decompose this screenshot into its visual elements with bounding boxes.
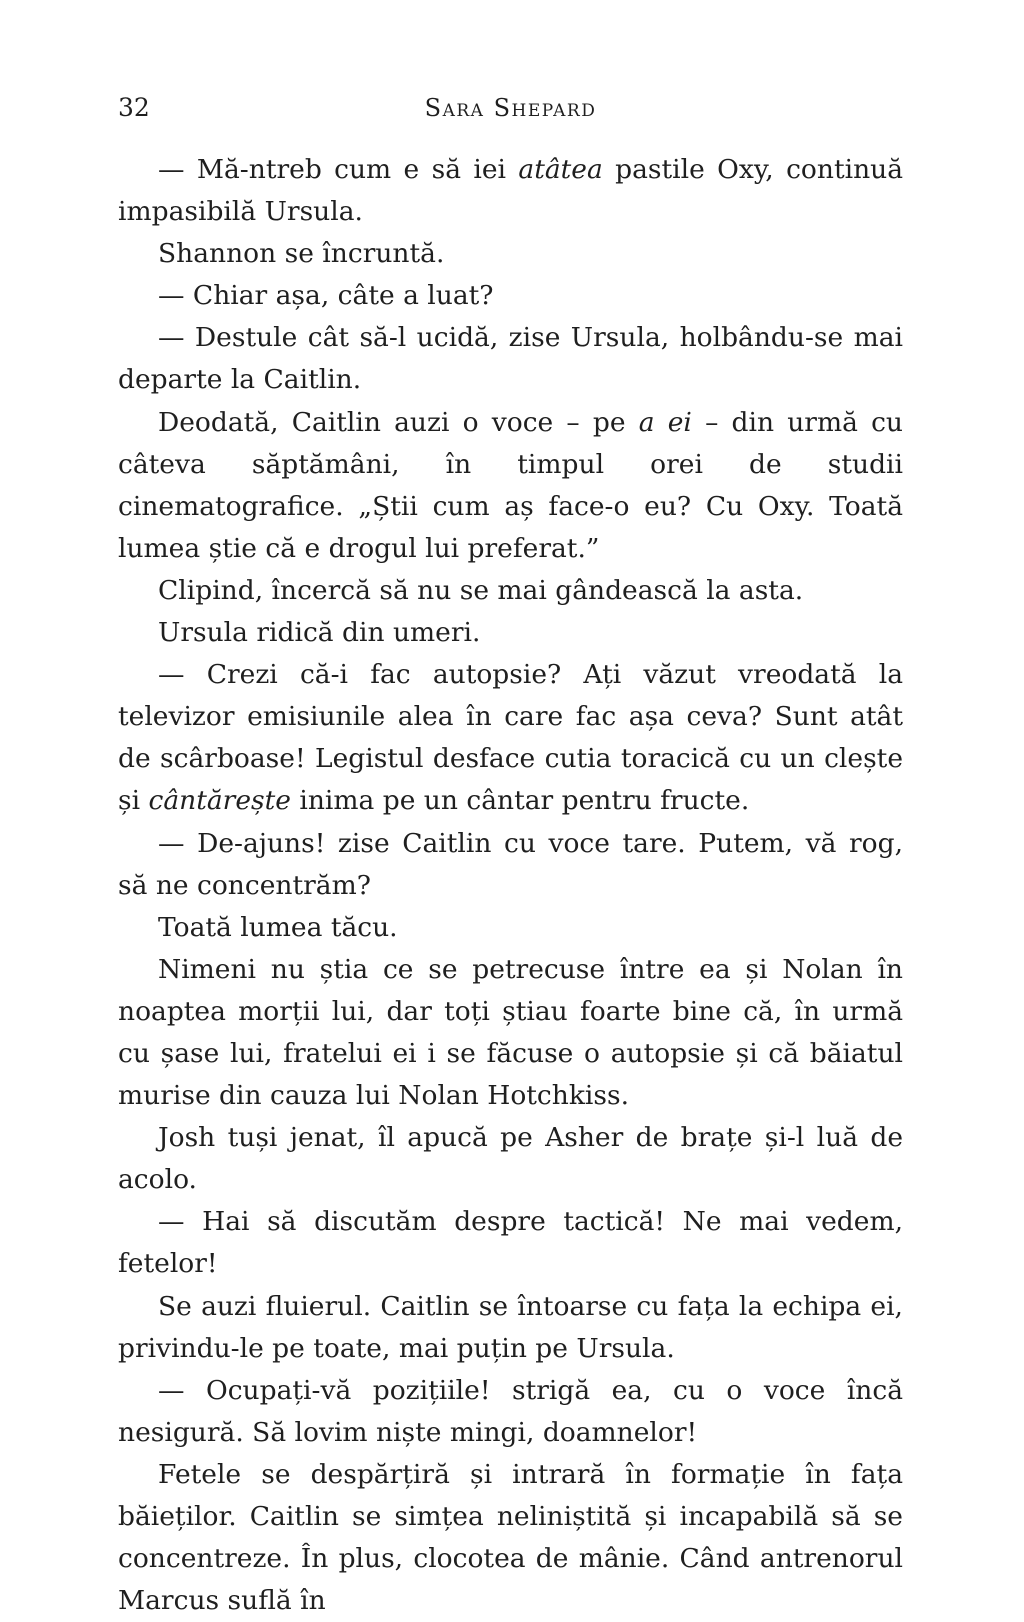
paragraph: — Crezi că-i fac autopsie? Ați văzut vreodată la televizor emisiunile alea în care fac așa ceva? Sunt atât de scârboase! Legistul desface cutia toracică cu un clește și cântărește inima pe un cântar pentru fructe. (118, 659, 903, 817)
paragraph: — Chiar așa, câte a luat? (158, 280, 494, 312)
body-text (118, 149, 903, 1622)
paragraph: Clipind, încercă să nu se mai gândească la asta. (158, 574, 804, 606)
page-header (118, 88, 903, 128)
paragraph: — Mă-ntreb cum e să iei atâtea pastile Oxy, continuă impasibilă Ursula. (118, 154, 903, 228)
paragraph: Nimeni nu știa ce se petrecuse între ea și Nolan în noaptea morții lui, dar toți știau foarte bine că, în urmă cu șase lui, fratelui ei i se făcuse o autopsie și că băiatul murise din cauza lui Nolan Hotchkiss. (118, 953, 903, 1112)
paragraph: Josh tuși jenat, îl apucă pe Asher de brațe și-l luă de acolo. (118, 1122, 903, 1196)
running-head-author: Sara Shepard (424, 94, 597, 122)
paragraph: — Destule cât să-l ucidă, zise Ursula, holbându-se mai departe la Caitlin. (118, 322, 903, 396)
page-number: 32 (118, 93, 150, 122)
paragraph: — Hai să discutăm despre tactică! Ne mai vedem, fetelor! (118, 1206, 903, 1280)
paragraph: Toată lumea tăcu. (158, 911, 398, 943)
paragraph: Ursula ridică din umeri. (158, 617, 481, 649)
paragraph: Deodată, Caitlin auzi o voce – pe a ei – din urmă cu câteva săptămâni, în timpul orei de studii cinematografice. „Știi cum aș face-o eu? Cu Oxy. Toată lumea știe că e drogul lui preferat.” (118, 406, 903, 564)
paragraph: — De-ajuns! zise Caitlin cu voce tare. Putem, vă rog, să ne concentrăm? (118, 827, 903, 901)
paragraph: Shannon se încruntă. (158, 238, 445, 270)
paragraph: Se auzi fluierul. Caitlin se întoarse cu fața la echipa ei, privindu-le pe toate, mai puțin pe Ursula. (118, 1290, 903, 1364)
paragraph: — Ocupați-vă pozițiile! strigă ea, cu o voce încă nesigură. Să lovim niște mingi, doamnelor! (118, 1374, 903, 1448)
paragraph: Fetele se despărțiră și intrară în formație în fața băieților. Caitlin se simțea neliniștită și incapabilă să se concentreze. În plus, clocotea de mânie. Când antrenorul Marcus suflă în (118, 1458, 903, 1617)
